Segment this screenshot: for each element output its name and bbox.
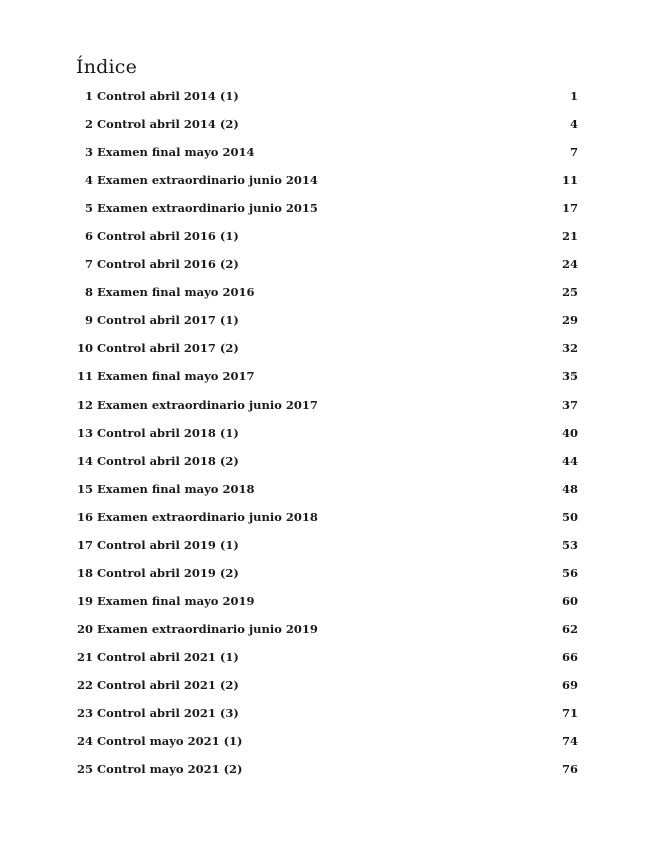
toc-entry-title: Control abril 2021 (2): [97, 677, 239, 692]
toc-entry-number: 6: [84, 229, 93, 244]
toc-entry-title: Examen final mayo 2017: [97, 369, 255, 384]
toc-entry-number: 11: [76, 369, 93, 384]
toc-entry-title: Control abril 2018 (2): [97, 453, 239, 468]
toc-entry-number: 16: [76, 509, 93, 524]
toc-entry-page-number: 48: [561, 481, 578, 496]
toc-entry-page-number: 7: [569, 145, 578, 160]
toc-entry-title: Control abril 2021 (3): [97, 706, 239, 721]
toc-entry-page-number: 25: [561, 285, 578, 300]
toc-entry[interactable]: [76, 678, 578, 706]
toc-entry-page-number: 62: [561, 621, 578, 636]
toc-entry-title: Control abril 2021 (1): [97, 649, 239, 664]
toc-entry-title: Examen final mayo 2016: [97, 285, 255, 300]
toc-entry-title: Control abril 2018 (1): [97, 425, 239, 440]
toc-entry-number: 19: [76, 593, 93, 608]
toc-entry[interactable]: [76, 257, 578, 285]
toc-entry-number: 2: [84, 117, 93, 132]
toc-entry[interactable]: [76, 201, 578, 229]
toc-entry-number: 12: [76, 397, 93, 412]
toc-entry[interactable]: [76, 706, 578, 734]
toc-entry-title: Control abril 2016 (1): [97, 229, 239, 244]
toc-entry[interactable]: [76, 89, 578, 117]
page-title: Índice: [76, 56, 138, 78]
toc-entry-title: Examen extraordinario junio 2014: [97, 173, 318, 188]
toc-entry-number: 25: [76, 762, 93, 777]
toc-entry-page-number: 1: [569, 89, 578, 103]
toc-entry-number: 23: [76, 706, 93, 721]
toc-entry[interactable]: [76, 510, 578, 538]
toc-entry-title: Control abril 2016 (2): [97, 257, 239, 272]
toc-entry[interactable]: [76, 117, 578, 145]
toc-entry-number: 9: [84, 313, 93, 328]
toc-entry-page-number: 37: [561, 397, 578, 412]
toc-entry[interactable]: [76, 145, 578, 173]
toc-entry-number: 24: [76, 734, 93, 749]
toc-entry[interactable]: [76, 538, 578, 566]
toc-entry-page-number: 60: [561, 593, 578, 608]
toc-entry-page-number: 29: [561, 313, 578, 328]
toc-entry[interactable]: [76, 650, 578, 678]
toc-entry-title: Examen extraordinario junio 2017: [97, 397, 318, 412]
toc-entry-number: 18: [76, 565, 93, 580]
toc-entry-title: Control abril 2019 (2): [97, 565, 239, 580]
toc-entry-title: Examen extraordinario junio 2019: [97, 621, 318, 636]
toc-entry-title: Examen extraordinario junio 2015: [97, 201, 318, 216]
toc-entry-page-number: 4: [569, 117, 578, 132]
toc-entry-page-number: 24: [561, 257, 578, 272]
toc-entry-number: 15: [76, 481, 93, 496]
toc-entry-page-number: 40: [561, 425, 578, 440]
toc-entry-number: 22: [76, 677, 93, 692]
toc-entry-title: Control mayo 2021 (2): [97, 762, 243, 777]
toc-entry-number: 4: [84, 173, 93, 188]
toc-entry-page-number: 56: [561, 565, 578, 580]
toc-entry[interactable]: [76, 285, 578, 313]
toc-entry-title: Examen final mayo 2018: [97, 481, 255, 496]
toc-entry[interactable]: [76, 734, 578, 762]
toc-entry-number: 5: [84, 201, 93, 216]
toc-entry[interactable]: [76, 454, 578, 482]
toc-entry-number: 1: [84, 89, 93, 103]
toc-entry[interactable]: [76, 622, 578, 650]
toc-entry-page-number: 53: [561, 537, 578, 552]
toc-entry-number: 21: [76, 649, 93, 664]
toc-entry-number: 7: [84, 257, 93, 272]
toc-entry-number: 10: [76, 341, 93, 356]
toc-entry-number: 8: [84, 285, 93, 300]
toc-entry-page-number: 76: [561, 762, 578, 777]
toc-entry-title: Control abril 2017 (1): [97, 313, 239, 328]
toc-entry[interactable]: [76, 369, 578, 397]
toc-entry-title: Control abril 2019 (1): [97, 537, 239, 552]
toc-entry[interactable]: [76, 594, 578, 622]
toc-entry-page-number: 74: [561, 734, 578, 749]
table-of-contents: [76, 89, 578, 790]
toc-entry-number: 3: [84, 145, 93, 160]
toc-entry-number: 14: [76, 453, 93, 468]
toc-entry-page-number: 32: [561, 341, 578, 356]
toc-entry-page-number: 21: [561, 229, 578, 244]
toc-entry[interactable]: [76, 229, 578, 257]
toc-entry-title: Examen extraordinario junio 2018: [97, 509, 318, 524]
toc-entry-number: 17: [76, 537, 93, 552]
toc-entry-page-number: 17: [561, 201, 578, 216]
toc-entry-number: 20: [76, 621, 93, 636]
toc-entry-title: Control abril 2014 (1): [97, 89, 239, 103]
toc-entry-page-number: 71: [561, 706, 578, 721]
toc-entry-page-number: 44: [561, 453, 578, 468]
toc-entry-number: 13: [76, 425, 93, 440]
toc-entry-page-number: 69: [561, 677, 578, 692]
toc-entry-page-number: 66: [561, 649, 578, 664]
toc-entry-page-number: 35: [561, 369, 578, 384]
toc-entry[interactable]: [76, 173, 578, 201]
toc-entry[interactable]: [76, 762, 578, 790]
toc-entry-page-number: 11: [561, 173, 578, 188]
toc-entry-title: Control abril 2014 (2): [97, 117, 239, 132]
toc-entry[interactable]: [76, 341, 578, 369]
toc-entry-title: Control mayo 2021 (1): [97, 734, 243, 749]
toc-entry-page-number: 50: [561, 509, 578, 524]
toc-entry[interactable]: [76, 482, 578, 510]
toc-entry-title: Examen final mayo 2019: [97, 593, 255, 608]
toc-entry[interactable]: [76, 426, 578, 454]
toc-entry-title: Control abril 2017 (2): [97, 341, 239, 356]
toc-entry[interactable]: [76, 398, 578, 426]
toc-entry-title: Examen final mayo 2014: [97, 145, 255, 160]
toc-entry[interactable]: [76, 566, 578, 594]
toc-entry[interactable]: [76, 313, 578, 341]
